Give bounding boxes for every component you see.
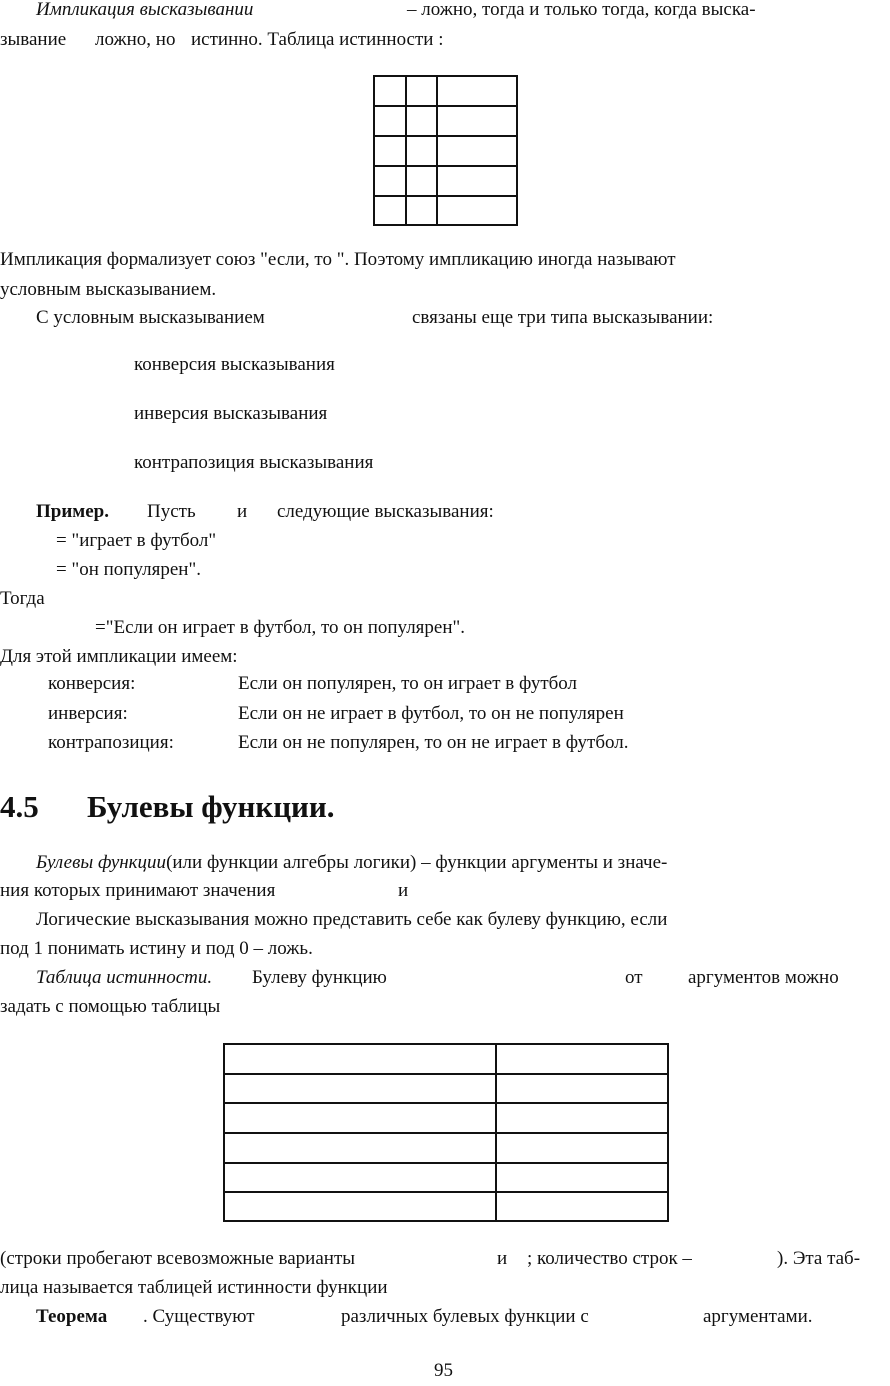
after-table-c: ; количество строк –: [527, 1248, 692, 1269]
implication-term: Импликация высказывании: [36, 0, 254, 20]
theorem-c: аргументами.: [703, 1306, 813, 1327]
example-row-text: Если он не играет в футбол, то он не популярен: [238, 703, 624, 724]
boolean-p1-line2-b: и: [398, 880, 409, 901]
example-p-def: = "играет в футбол": [56, 530, 217, 551]
implication-def-line2-c: истинно. Таблица истинности :: [191, 29, 444, 50]
example-intro-a: Пусть: [147, 501, 196, 522]
boolean-p3-b: от: [625, 967, 643, 988]
example-intro-b: и: [237, 501, 248, 522]
implication-para2-b: связаны еще три типа высказывании:: [412, 307, 714, 328]
boolean-term: Булевы функции: [36, 852, 167, 873]
boolean-p2-line1: Логические высказывания можно представить себе как булеву функцию, если: [36, 909, 668, 930]
after-table-b: и: [497, 1248, 508, 1269]
example-implication: ="Если он играет в футбол, то он популярен".: [95, 617, 466, 638]
section-title: Булевы функции.: [87, 789, 335, 824]
example-intro-c: следующие высказывания:: [277, 501, 494, 522]
example-row-kind: конверсия:: [48, 673, 136, 694]
after-table-line2: лица называется таблицей истинности функции: [0, 1277, 388, 1298]
implication-definition-rest: – ложно, тогда и только тогда, когда выска-: [407, 0, 756, 20]
example-row-kind: контрапозиция:: [48, 732, 174, 753]
theorem-b: различных булевых функции с: [341, 1306, 589, 1327]
after-table-a: (строки пробегают всевозможные варианты: [0, 1248, 356, 1269]
type-inversion: инверсия высказывания: [134, 403, 328, 424]
boolean-p3-line2: задать с помощью таблицы: [0, 996, 221, 1017]
example-have: Для этой импликации имеем:: [0, 646, 238, 667]
implication-def-line2-a: зывание: [0, 29, 67, 50]
example-then: Тогда: [0, 588, 45, 609]
example-row-text: Если он популярен, то он играет в футбол: [238, 673, 578, 694]
example-label: Пример.: [36, 501, 109, 522]
example-row-text: Если он не популярен, то он не играет в футбол.: [238, 732, 629, 753]
boolean-p3-a: Булеву функцию: [252, 967, 387, 988]
page-number: 95: [434, 1360, 453, 1381]
section-number: 4.5: [0, 789, 39, 824]
type-contraposition: контрапозиция высказывания: [134, 452, 374, 473]
implication-truth-table: [373, 75, 518, 226]
boolean-p1-rest: (или функции алгебры логики) – функции аргументы и значе-: [166, 852, 668, 873]
theorem-label: Теорема: [36, 1306, 108, 1327]
example-row-kind: инверсия:: [48, 703, 128, 724]
boolean-p1-line2-a: ния которых принимают значения: [0, 880, 276, 901]
implication-def-line2-b: ложно, но: [95, 29, 176, 50]
example-q-def: = "он популярен".: [56, 559, 201, 580]
implication-para1-line1: Импликация формализует союз "если, то ". Поэтому импликацию иногда называют: [0, 249, 676, 270]
implication-para2-a: С условным высказыванием: [36, 307, 265, 328]
implication-para1-line2: условным высказыванием.: [0, 279, 217, 300]
theorem-a: . Существуют: [143, 1306, 255, 1327]
after-table-d: ). Эта таб-: [777, 1248, 861, 1269]
truth-table-term: Таблица истинности.: [36, 967, 213, 988]
type-conversion: конверсия высказывания: [134, 354, 335, 375]
boolean-truth-table: [223, 1043, 669, 1222]
boolean-p2-line2: под 1 понимать истину и под 0 – ложь.: [0, 938, 313, 959]
boolean-p3-c: аргументов можно: [688, 967, 839, 988]
